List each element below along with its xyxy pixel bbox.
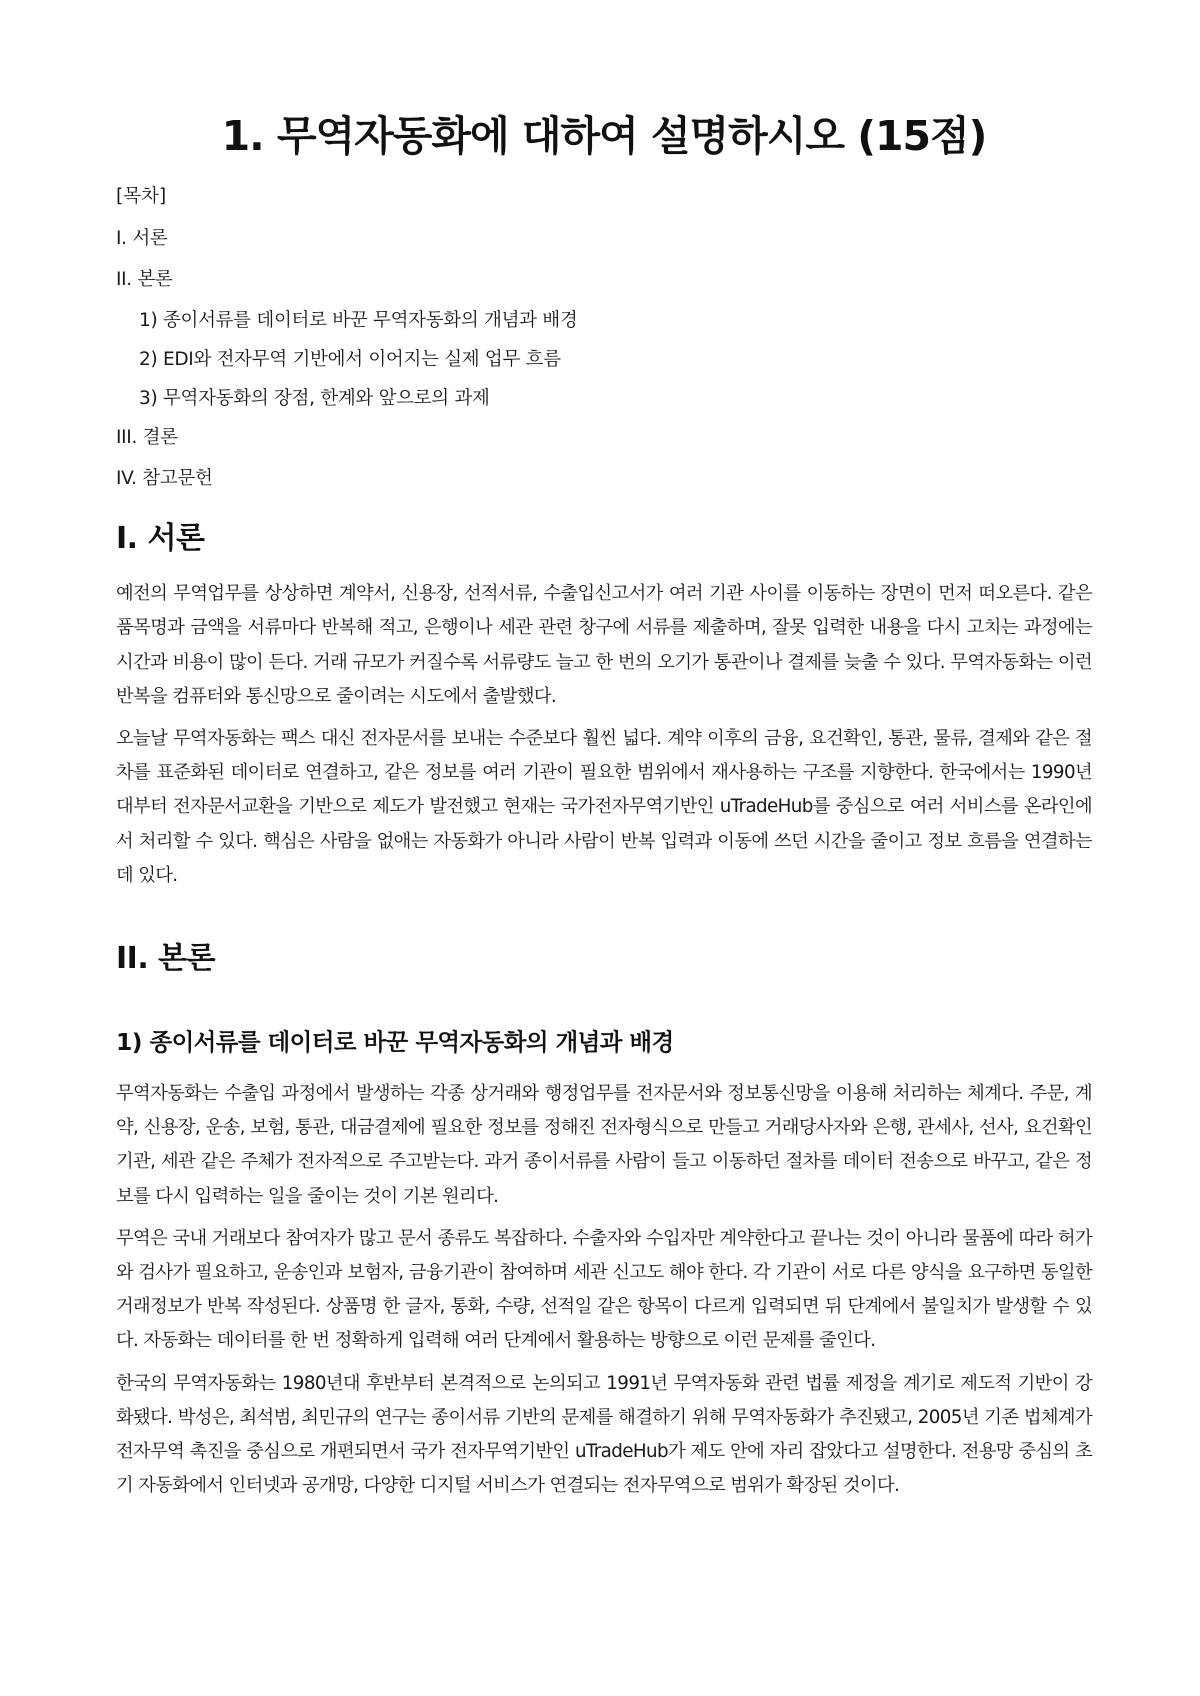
subsection-heading-1: 1) 종이서류를 데이터로 바꾼 무역자동화의 개념과 배경: [116, 1028, 674, 1057]
section-heading-intro: I. 서론: [116, 521, 205, 557]
section-heading-body: II. 본론: [116, 941, 216, 977]
document-title: 1. 무역자동화에 대하여 설명하시오 (15점): [221, 112, 987, 160]
toc-item-body-1: 1) 종이서류를 데이터로 바꾼 무역자동화의 개념과 배경: [139, 310, 578, 332]
toc-item-intro: I. 서론: [116, 228, 168, 250]
intro-paragraph: 예전의 무역업무를 상상하면 계약서, 신용장, 선적서류, 수출입신고서가 여러 기관 사이를 이동하는 장면이 먼저 떠오른다. 같은 품목명과 금액을 서류마다 반복해 적고, 은행이나 세관 관련 창구에 서류를 제출하며, 잘못 입력한 내용을 다시 고치는 과정에는 시간과 비용이 많이 든다. 거래 규모가 커질수록 서류량도 늘고 한 번의 오기가 통관이나 결제를 늦출 수 있다. 무역자동화는 이런 반복을 컴퓨터와 통신망으로 줄이려는 시도에서 출발했다.: [116, 583, 1092, 707]
toc-heading: [목차]: [116, 186, 167, 208]
toc-item-body: II. 본론: [116, 269, 173, 291]
toc-item-body-2: 2) EDI와 전자무역 기반에서 이어지는 실제 업무 흐름: [139, 349, 561, 371]
table-of-contents: [116, 185, 1092, 491]
intro-paragraph: 오늘날 무역자동화는 팩스 대신 전자문서를 보내는 수준보다 훨씬 넓다. 계약 이후의 금융, 요건확인, 통관, 물류, 결제와 같은 절차를 표준화된 데이터로 연결하고, 같은 정보를 여러 기관이 필요한 범위에서 재사용하는 구조를 지향한다. 한국에서는 1990년대부터 전자문서교환을 기반으로 제도가 발전했고 현재는 국가전자무역기반인 uTradeHub를 중심으로 여러 서비스를 온라인에서 처리할 수 있다. 핵심은 사람을 없애는 자동화가 아니라 사람이 반복 입력과 이동에 쓰던 시간을 줄이고 정보 흐름을 연결하는 데 있다.: [116, 728, 1092, 886]
toc-item-conclusion: III. 결론: [116, 427, 178, 449]
section-body: [116, 941, 1092, 1503]
toc-list: [116, 227, 1092, 491]
section-intro: [116, 521, 1092, 893]
body-paragraph: 무역자동화는 수출입 과정에서 발생하는 각종 상거래와 행정업무를 전자문서와 정보통신망을 이용해 처리하는 체계다. 주문, 계약, 신용장, 운송, 보험, 통관, 대금결제에 필요한 정보를 정해진 전자형식으로 만들고 거래당사자와 은행, 관세사, 선사, 요건확인기관, 세관 같은 주체가 전자적으로 주고받는다. 과거 종이서류를 사람이 들고 이동하던 절차를 데이터 전송으로 바꾸고, 같은 정보를 다시 입력하는 일을 줄이는 것이 기본 원리다.: [116, 1083, 1092, 1207]
body-paragraph: 한국의 무역자동화는 1980년대 후반부터 본격적으로 논의되고 1991년 무역자동화 관련 법률 제정을 계기로 제도적 기반이 강화됐다. 박성은, 최석범, 최민규의 연구는 종이서류 기반의 문제를 해결하기 위해 무역자동화가 추진됐고, 2005년 기존 법체계가 전자무역 촉진을 중심으로 개편되면서 국가 전자무역기반인 uTradeHub가 제도 안에 자리 잡았다고 설명한다. 전용망 중심의 초기 자동화에서 인터넷과 공개망, 다양한 디지털 서비스가 연결되는 전자무역으로 범위가 확장된 것이다.: [116, 1372, 1092, 1497]
toc-item-body-3: 3) 무역자동화의 장점, 한계와 앞으로의 과제: [139, 388, 490, 410]
toc-item-references: IV. 참고문헌: [116, 468, 213, 490]
body-paragraph: 무역은 국내 거래보다 참여자가 많고 문서 종류도 복잡하다. 수출자와 수입자만 계약한다고 끝나는 것이 아니라 물품에 따라 허가와 검사가 필요하고, 운송인과 보험자, 금융기관이 참여하며 세관 신고도 해야 한다. 각 기관이 서로 다른 양식을 요구하면 동일한 거래정보가 반복 작성된다. 상품명 한 글자, 통화, 수량, 선적일 같은 항목이 다르게 입력되면 뒤 단계에서 불일치가 발생할 수 있다. 자동화는 데이터를 한 번 정확하게 입력해 여러 단계에서 활용하는 방향으로 이런 문제를 줄인다.: [116, 1227, 1092, 1352]
